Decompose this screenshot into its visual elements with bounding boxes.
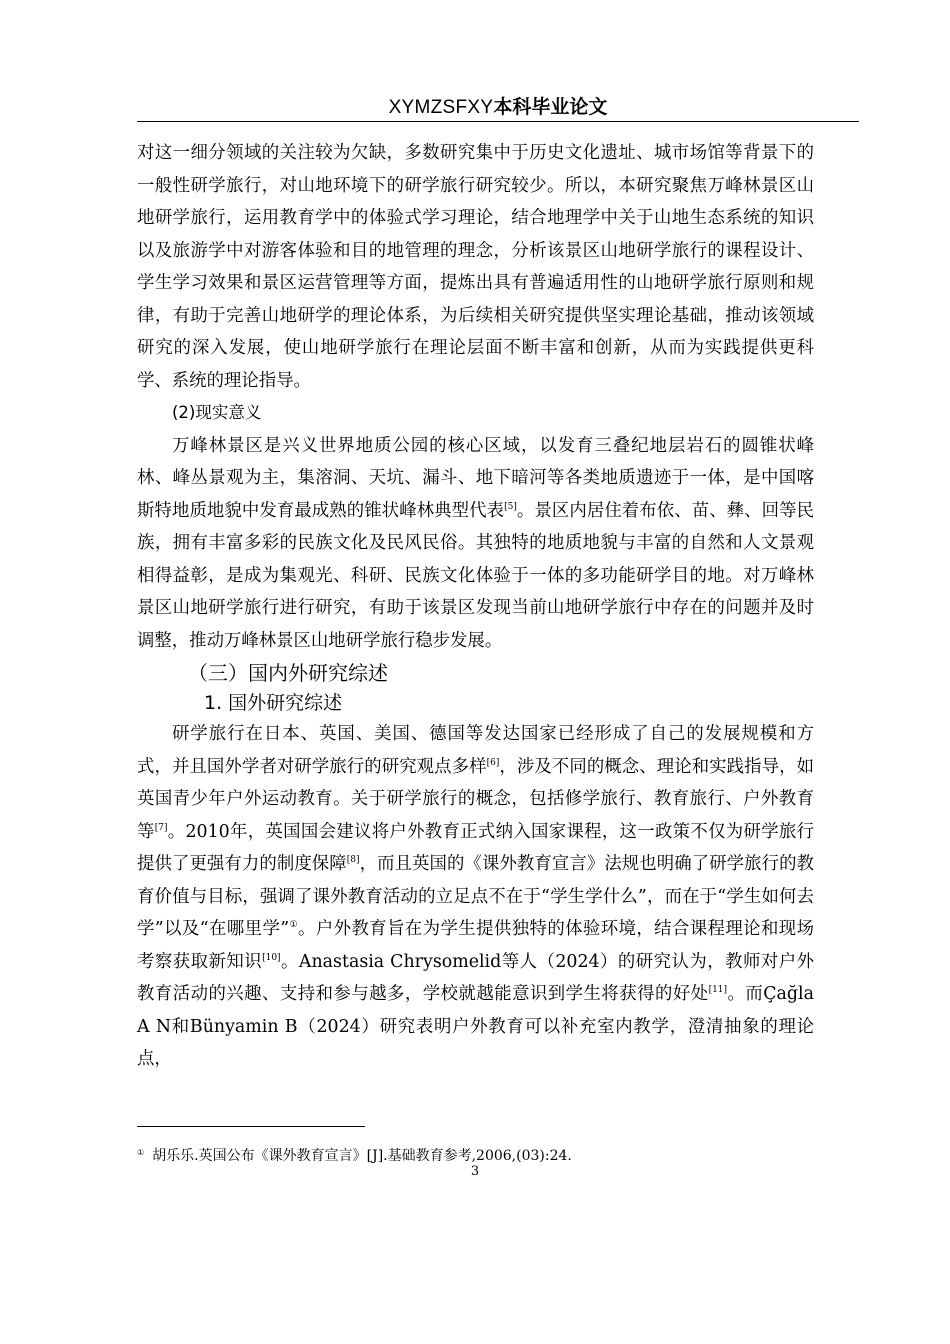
header-rule	[137, 121, 859, 122]
page-number: 3	[470, 1164, 480, 1179]
footnote-mark: ①	[137, 1148, 145, 1157]
paragraph-practical-significance	[137, 430, 814, 658]
running-header	[137, 94, 859, 120]
text-segment: 。2010年，英国国会建议将户外教育正式纳入国家课程，这一政策不仅为研学旅行提供了更强有力的制度保障	[137, 821, 814, 874]
text-segment: 。Anastasia Chrysomelid等人（2024）的研究认为，教师对户外教育活动的兴趣、支持和参与越多，学校就越能意识到学生将获得的好处	[137, 951, 814, 1004]
footnote-text: 胡乐乐.英国公布《课外教育宣言》[J].基础教育参考,2006,(03):24.	[152, 1148, 572, 1164]
text-segment: 。景区内居住着布依、苗、彝、回等民族，拥有丰富多彩的民族文化及民风民俗。其独特的地质地貌与丰富的自然和人文景观相得益彰，是成为集观光、科研、民族文化体验于一体的多功能研学目的地。对万峰林景区山地研学旅行进行研究，有助于该景区发现当前山地研学旅行中存在的问题并及时调整，推动万峰林景区山地研学旅行稳步发展。	[137, 500, 814, 651]
header-title: 本科毕业论文	[493, 96, 608, 118]
text-segment: 。户外教育旨在为学生提供独特的体验环境，结合课程理论和现场考察获取新知识	[137, 919, 814, 972]
section-heading-literature-review: （三）国内外研究综述	[188, 661, 388, 685]
subsection-heading-foreign-review: 1. 国外研究综述	[204, 692, 343, 714]
citation-11: [11]	[708, 985, 728, 995]
text-segment: 研学旅行在日本、英国、美国、德国等发达国家已经形成了自己的发展规模和方式，并且国外学者对研学旅行的研究观点多样	[137, 724, 814, 777]
text-segment: 。而Çağla A N和Bünyamin B（2024）研究表明户外教育可以补充室内教学，澄清抽象的理论点，	[137, 984, 814, 1069]
text-segment: ，涉及不同的概念、理论和实践指导，如英国青少年户外运动教育。关于研学旅行的概念，包括修学旅行、教育旅行、户外教育等	[137, 756, 814, 842]
citation-10: [10]	[262, 952, 281, 963]
citation-8: [8]	[346, 855, 360, 865]
citation-6: [6]	[486, 757, 500, 768]
subheading-practical-significance: (2)现实意义	[172, 403, 262, 422]
page-body	[137, 137, 814, 1076]
footnote-reference[interactable]: ①	[289, 920, 299, 930]
text-segment: 万峰林景区是兴义世界地质公园的核心区域，以发育三叠纪地层岩石的圆锥状峰林、峰丛景观为主，集溶洞、天坑、漏斗、地下暗河等各类地质遗迹于一体，是中国喀斯特地质地貌中发育最成熟的锥状峰林典型代表	[137, 435, 814, 521]
footnote-separator	[137, 1126, 365, 1127]
citation-5: [5]	[504, 501, 517, 512]
citation-7: [7]	[154, 822, 168, 833]
text-segment: ，而且英国的《课外教育宣言》法规也明确了研学旅行的教育价值与目标，强调了课外教育活动的立足点不在于“学生学什么”，而在于“学生如何去学”以及“在哪里学”	[137, 854, 814, 939]
paragraph-theoretical-significance: 对这一细分领域的关注较为欠缺，多数研究集中于历史文化遗址、城市场馆等背景下的一般性研学旅行，对山地环境下的研学旅行研究较少。所以，本研究聚焦万峰林景区山地研学旅行，运用教育学中的体验式学习理论，结合地理学中关于山地生态系统的知识以及旅游学中对游客体验和目的地管理的理念，分析该景区山地研学旅行的课程设计、学生学习效果和景区运营管理等方面，提炼出具有普遍适用性的山地研学旅行原则和规律，有助于完善山地研学的理论体系，为后续相关研究提供坚实理论基础，推动该领域研究的深入发展，使山地研学旅行在理论层面不断丰富和创新，从而为实践提供更科学、系统的理论指导。	[137, 143, 814, 391]
header-latin: XYMZSFXY	[388, 97, 494, 118]
paragraph-foreign-review	[137, 718, 814, 1076]
